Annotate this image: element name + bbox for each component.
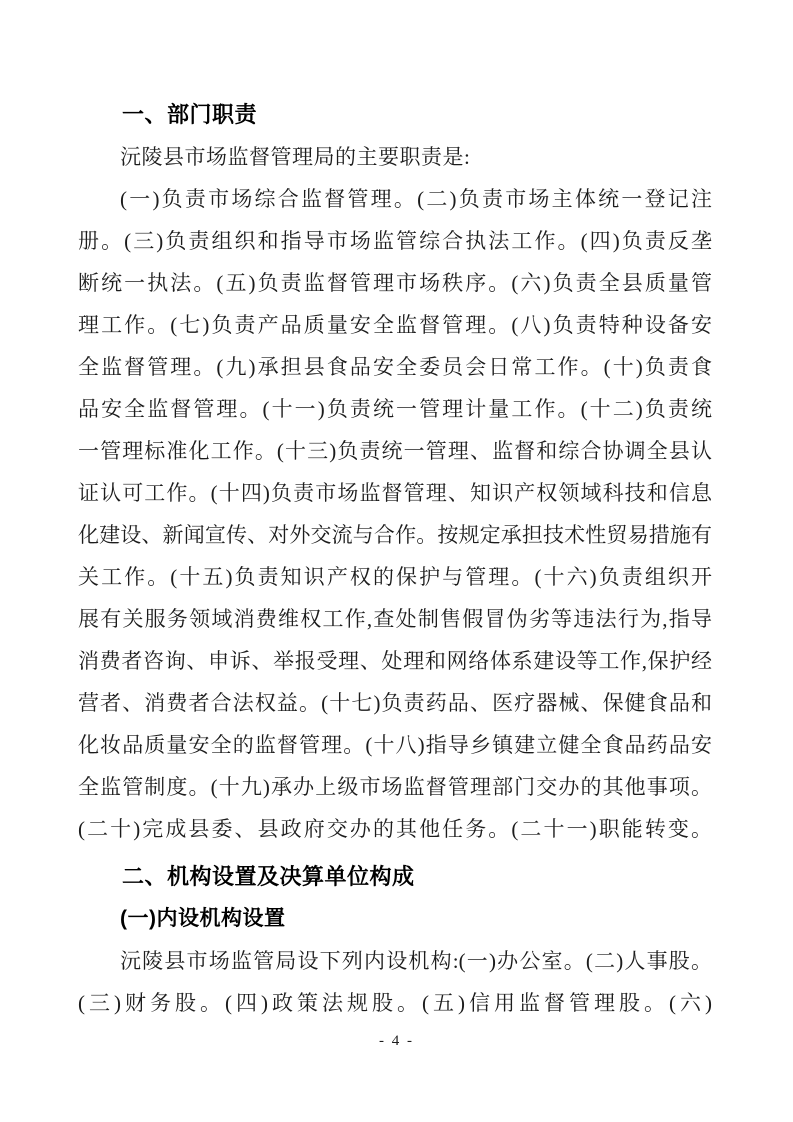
text-line: 化妆品质量安全的监督管理。(十八)指导乡镇建立健全食品药品安: [78, 733, 712, 757]
document-body: [78, 94, 712, 1024]
page-number: - 4 -: [379, 1033, 414, 1049]
text-line: 展有关服务领域消费维权工作,查处制售假冒伪劣等违法行为,指导: [78, 607, 712, 631]
text-line: 品安全监督管理。(十一)负责统一管理计量工作。(十二)负责统: [78, 397, 712, 421]
text-line: 沅陵县市场监管局设下列内设机构:(一)办公室。(二)人事股。: [120, 949, 712, 973]
text-line: 断统一执法。(五)负责监督管理市场秩序。(六)负责全县质量管: [78, 271, 712, 295]
heading-h3: (一)内设机构设置: [120, 907, 286, 930]
text-line: 册。(三)负责组织和指导市场监管综合执法工作。(四)负责反垄: [78, 229, 712, 253]
text-line: 营者、消费者合法权益。(十七)负责药品、医疗器械、保健食品和: [78, 691, 712, 715]
text-line: 全监管制度。(十九)承办上级市场监督管理部门交办的其他事项。: [78, 775, 712, 799]
text-line: 沅陵县市场监督管理局的主要职责是:: [120, 145, 471, 169]
text-line: 证认可工作。(十四)负责市场监督管理、知识产权领域科技和信息: [78, 481, 712, 505]
text-line: 全监督管理。(九)承担县食品安全委员会日常工作。(十)负责食: [78, 355, 712, 379]
text-line: (二十)完成县委、县政府交办的其他任务。(二十一)职能转变。: [78, 817, 712, 841]
text-line: 理工作。(七)负责产品质量安全监督管理。(八)负责特种设备安: [78, 313, 712, 337]
text-line: (一)负责市场综合监督管理。(二)负责市场主体统一登记注: [120, 187, 712, 211]
heading-h2: 二、机构设置及决算单位构成: [122, 864, 415, 889]
text-line: (三)财务股。(四)政策法规股。(五)信用监督管理股。(六): [78, 991, 712, 1015]
heading-h1: 一、部门职责: [122, 102, 258, 127]
text-line: 关工作。(十五)负责知识产权的保护与管理。(十六)负责组织开: [78, 565, 712, 589]
text-line: 消费者咨询、申诉、举报受理、处理和网络体系建设等工作,保护经: [78, 649, 712, 673]
text-line: 化建设、新闻宣传、对外交流与合作。按规定承担技术性贸易措施有: [78, 523, 712, 547]
text-line: 一管理标准化工作。(十三)负责统一管理、监督和综合协调全县认: [78, 439, 712, 463]
